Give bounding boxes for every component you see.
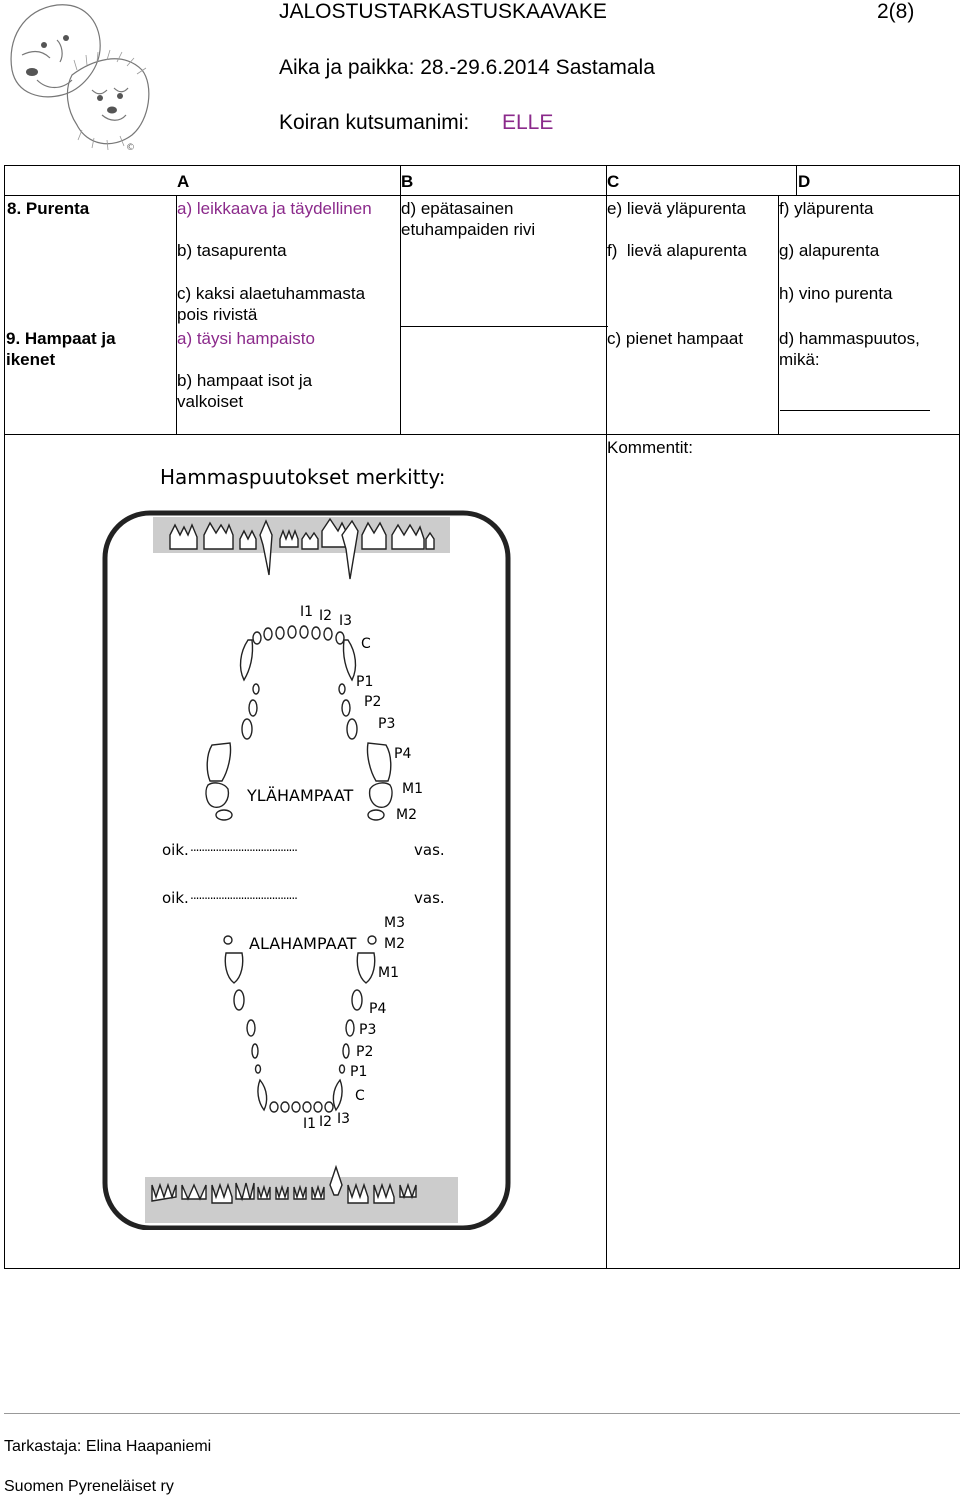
label-lower-m2: M2 <box>384 936 405 952</box>
option-9d: d) hammaspuutos, mikä: <box>779 329 920 369</box>
right-label-upper: oik. <box>162 841 189 859</box>
row-label-purenta: 8. Purenta <box>7 199 90 218</box>
upper-teeth-label: YLÄHAMPAAT <box>247 786 354 805</box>
column-header-b: B <box>401 172 414 191</box>
dog-name-label: Koiran kutsumanimi: <box>279 111 470 134</box>
svg-text:©: © <box>126 143 135 153</box>
comments-label: Kommentit: <box>607 438 693 457</box>
form-title: JALOSTUSTARKASTUSKAAVAKE <box>279 0 607 23</box>
dog-name: ELLE <box>502 111 554 134</box>
label-lower-i2: I2 <box>319 1114 333 1130</box>
label-lower-p2: P2 <box>356 1044 374 1060</box>
page-number: 2(8) <box>877 0 915 23</box>
option-8f-mild: f) lievä alapurenta <box>607 241 747 260</box>
option-9b: b) hampaat isot ja valkoiset <box>177 371 313 411</box>
option-9a: a) täysi hampaisto <box>177 329 315 348</box>
diagram-title: Hammaspuutokset merkitty: <box>160 465 446 489</box>
option-8a: a) leikkaava ja täydellinen <box>177 199 372 218</box>
label-upper-p1: P1 <box>356 674 374 690</box>
dots-upper: ...................................... <box>190 840 297 854</box>
option-8c: c) kaksi alaetuhammasta pois rivistä <box>177 284 366 324</box>
dots-lower: ...................................... <box>190 888 297 902</box>
label-upper-m1: M1 <box>402 781 423 797</box>
missing-teeth-line <box>780 410 930 411</box>
column-header-d: D <box>798 172 811 191</box>
organization: Suomen Pyreneläiset ry <box>4 1478 174 1495</box>
label-upper-i2: I2 <box>319 608 333 624</box>
label-lower-i3: I3 <box>337 1111 351 1127</box>
time-place: Aika ja paikka: 28.-29.6.2014 Sastamala <box>279 56 655 79</box>
option-8g: g) alapurenta <box>779 241 880 260</box>
left-label-lower: vas. <box>414 889 445 907</box>
label-lower-c: C <box>355 1088 365 1104</box>
label-lower-i1: I1 <box>303 1116 317 1132</box>
label-lower-p1: P1 <box>350 1064 368 1080</box>
label-upper-i1: I1 <box>300 604 314 620</box>
dog-logo <box>2 0 157 155</box>
label-upper-m2: M2 <box>396 807 417 823</box>
label-upper-p3: P3 <box>378 716 396 732</box>
label-upper-i3: I3 <box>339 613 353 629</box>
lower-teeth-label: ALAHAMPAAT <box>249 934 357 953</box>
left-label-upper: vas. <box>414 841 445 859</box>
option-8f: f) yläpurenta <box>779 199 874 218</box>
option-9c: c) pienet hampaat <box>607 329 744 348</box>
label-lower-m1: M1 <box>378 965 399 981</box>
option-8h: h) vino purenta <box>779 284 893 303</box>
label-lower-p3: P3 <box>359 1022 377 1038</box>
row-label-hampaat: 9. Hampaat ja ikenet <box>6 329 116 369</box>
right-label-lower: oik. <box>162 889 189 907</box>
label-lower-p4: P4 <box>369 1001 387 1017</box>
label-upper-p4: P4 <box>394 746 412 762</box>
column-header-a: A <box>177 172 190 191</box>
label-upper-p2: P2 <box>364 694 382 710</box>
footer-divider <box>4 1413 960 1414</box>
label-upper-c: C <box>361 636 371 652</box>
label-lower-m3: M3 <box>384 915 405 931</box>
option-8b: b) tasapurenta <box>177 241 287 260</box>
option-8e: e) lievä yläpurenta <box>607 199 746 218</box>
inspector: Tarkastaja: Elina Haapaniemi <box>4 1438 212 1455</box>
option-8d: d) epätasainen etuhampaiden rivi <box>401 199 536 239</box>
column-header-c: C <box>607 172 620 191</box>
